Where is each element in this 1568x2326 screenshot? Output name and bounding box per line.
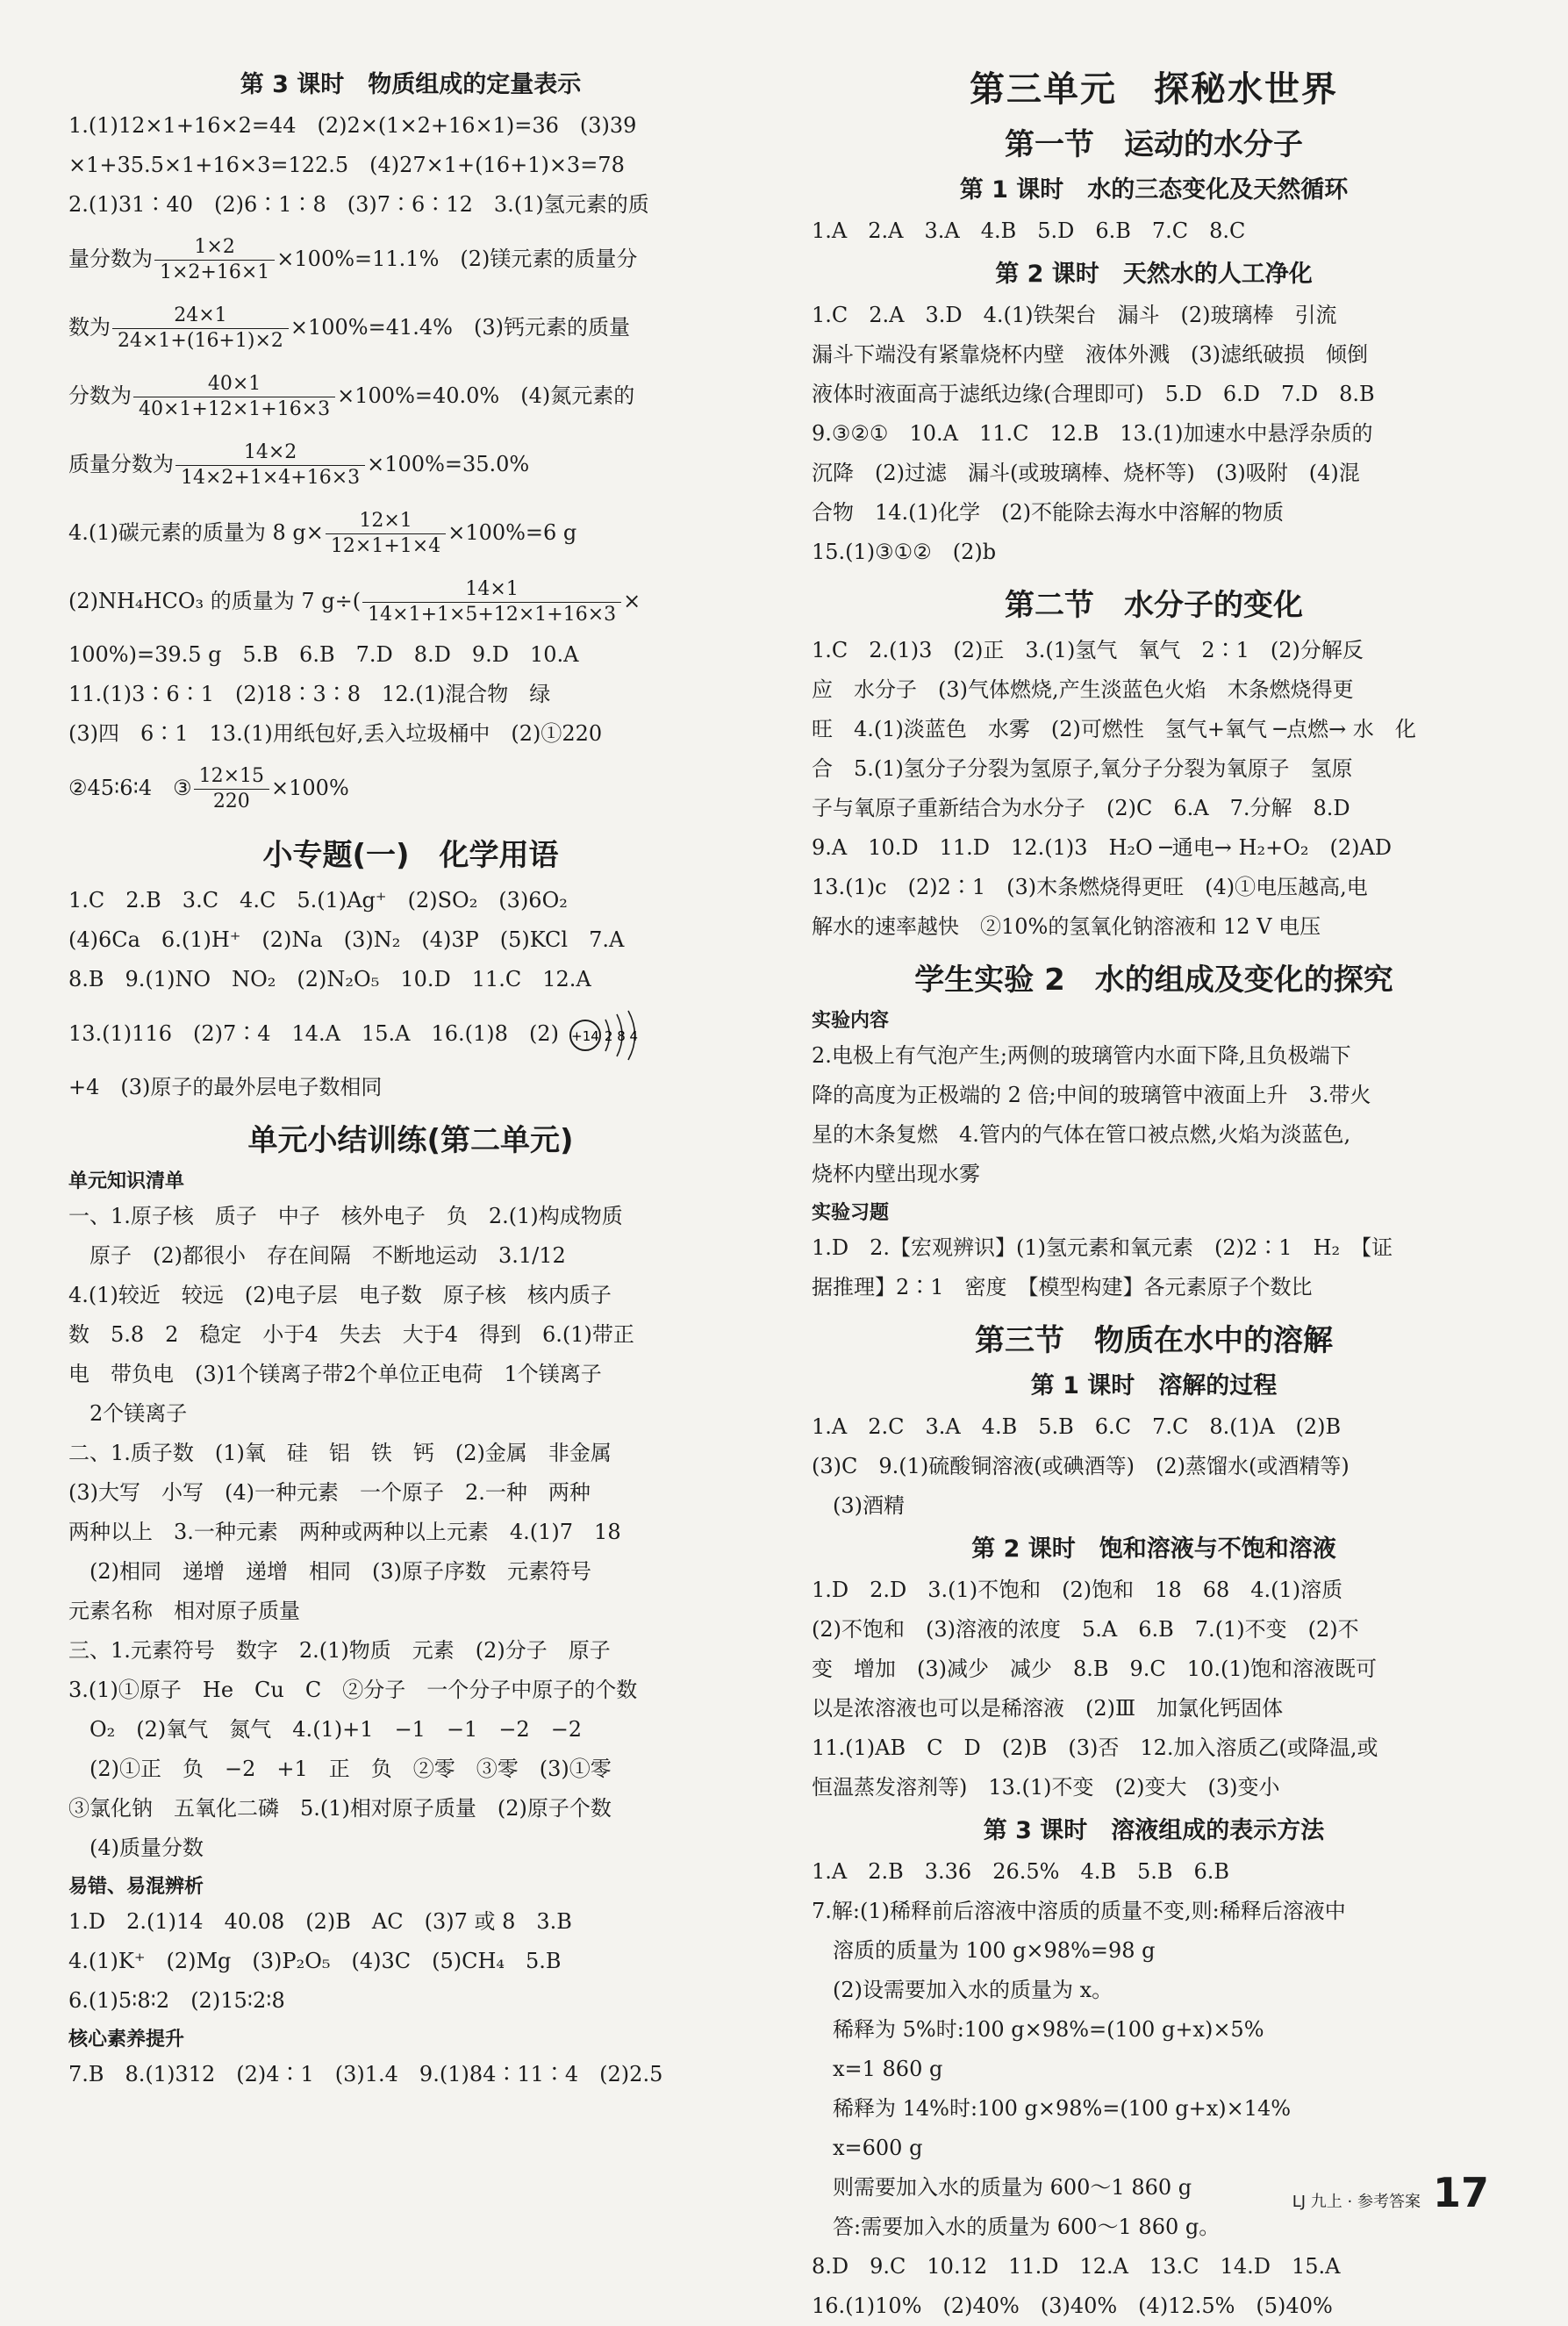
lesson-title: 第 3 课时 溶液组成的表示方法	[983, 1817, 1325, 1844]
answer-line: 应 水分子 (3)气体燃烧,产生淡蓝色火焰 木条燃烧得更	[812, 677, 1354, 702]
answer-line: 二、1.质子数 (1)氧 硅 铝 铁 钙 (2)金属 非金属	[68, 1441, 612, 1465]
answer-line: (3)C 9.(1)硫酸铜溶液(或碘酒等) (2)蒸馏水(或酒精等)	[812, 1454, 1350, 1478]
answer-line: 一、1.原子核 质子 中子 核外电子 负 2.(1)构成物质	[68, 1204, 623, 1228]
section-subhead: 实验习题	[812, 1202, 890, 1224]
answer-line: 旺 4.(1)淡蓝色 水雾 (2)可燃性 氢气+氧气 ─点燃→ 水 化	[812, 717, 1416, 741]
answer-line: 15.(1)③①② (2)b	[812, 540, 997, 564]
answer-line: 稀释为 14%时:100 g×98%=(100 g+x)×14%	[812, 2096, 1292, 2121]
numerator: 12×15	[194, 764, 269, 790]
answer-line: 合物 14.(1)化学 (2)不能除去海水中溶解的物质	[812, 500, 1285, 525]
answer-block	[812, 296, 1496, 572]
answer-line: 2.电极上有气泡产生;两侧的玻璃管内水面下降,且负极端下	[812, 1043, 1351, 1068]
answer-line: 2个镁离子	[68, 1401, 188, 1426]
answer-line: (4)质量分数	[68, 1836, 204, 1860]
answer-line: (3)大写 小写 (4)一种元素 一个原子 2.一种 两种	[68, 1480, 591, 1505]
unit-title: 第三单元 探秘水世界	[970, 69, 1338, 110]
answer-line: 星的木条复燃 4.管内的气体在管口被点燃,火焰为淡蓝色,	[812, 1122, 1351, 1147]
answer-line: 原子 (2)都很小 存在间隔 不断地运动 3.1/12	[68, 1243, 566, 1268]
answer-line: 则需要加入水的质量为 600～1 860 g	[812, 2175, 1192, 2200]
electron-counts: 2 8 4	[604, 1027, 638, 1044]
denominator: 12×1+1×4	[330, 535, 441, 557]
answer-block	[812, 1407, 1496, 1526]
answer-line: 1.D 2.(1)14 40.08 (2)B AC (3)7 或 8 3.B	[68, 1909, 572, 1934]
answer-line: 1.C 2.B 3.C 4.C 5.(1)Ag⁺ (2)SO₂ (3)6O₂	[68, 888, 568, 913]
section-title: 第三节 物质在水中的溶解	[975, 1323, 1333, 1358]
answer-line: 8.B 9.(1)NO NO₂ (2)N₂O₅ 10.D 11.C 12.A	[68, 967, 591, 991]
lesson-title: 第 1 课时 水的三态变化及天然循环	[959, 176, 1349, 204]
answer-block	[812, 1036, 1496, 1194]
footer-label: LJ 九上 · 参考答案	[1292, 2193, 1421, 2211]
answer-line: 9.A 10.D 11.D 12.(1)3 H₂O ─通电→ H₂+O₂ (2)AD	[812, 835, 1393, 860]
answer-line: 两种以上 3.一种元素 两种或两种以上元素 4.(1)7 18	[68, 1520, 621, 1544]
fraction	[154, 235, 275, 285]
formula-line	[68, 361, 753, 430]
formula-suffix: ×100%=40.0% (4)氮元素的	[337, 383, 635, 408]
formula-prefix: 量分数为	[68, 247, 153, 271]
formula-prefix: 4.(1)碳元素的质量为 8 g×	[68, 520, 324, 545]
answer-line: 降的高度为正极端的 2 倍;中间的玻璃管中液面上升 3.带火	[812, 1083, 1371, 1107]
answer-line: O₂ (2)氧气 氮气 4.(1)+1 −1 −1 −2 −2	[68, 1717, 583, 1742]
formula-line	[68, 567, 753, 635]
answer-line: 据推理】2∶1 密度 【模型构建】各元素原子个数比	[812, 1275, 1313, 1299]
answer-line: 9.③②① 10.A 11.C 12.B 13.(1)加速水中悬浮杂质的	[812, 421, 1373, 446]
formula-line	[68, 754, 753, 822]
answer-line: x=1 860 g	[812, 2057, 943, 2081]
summary-block-2	[68, 1902, 753, 2021]
answer-line: 11.(1)3∶6∶1 (2)18∶3∶8 12.(1)混合物 绿	[68, 682, 551, 706]
answer-line: 以是浓溶液也可以是稀溶液 (2)Ⅲ 加氯化钙固体	[812, 1696, 1284, 1721]
answer-text: 13.(1)116 (2)7∶4 14.A 15.A 16.(1)8 (2)	[68, 1021, 559, 1046]
numerator: 14×1	[362, 577, 621, 603]
answer-line: (4)6Ca 6.(1)H⁺ (2)Na (3)N₂ (4)3P (5)KCl 7.A	[68, 927, 625, 952]
formula-prefix: 分数为	[68, 383, 132, 408]
answer-line: (2)①正 负 −2 +1 正 负 ②零 ③零 (3)①零	[68, 1757, 612, 1781]
answer-line: 1.A 2.C 3.A 4.B 5.B 6.C 7.C 8.(1)A (2)B	[812, 1414, 1342, 1439]
section-subhead: 实验内容	[812, 1010, 890, 1032]
formula-line	[68, 498, 753, 567]
answer-line: 13.(1)c (2)2∶1 (3)木条燃烧得更旺 (4)①电压越高,电	[812, 875, 1368, 899]
answer-line: ③氯化钠 五氧化二磷 5.(1)相对原子质量 (2)原子个数	[68, 1796, 612, 1821]
formula-suffix: ×100%=11.1% (2)镁元素的质量分	[276, 247, 638, 271]
left-column	[68, 61, 753, 2094]
answer-line: 4.(1)较近 较远 (2)电子层 电子数 原子核 核内质子	[68, 1283, 612, 1307]
formula-line	[68, 225, 753, 293]
answer-line: 电 带负电 (3)1个镁离子带2个单位正电荷 1个镁离子	[68, 1362, 602, 1386]
section-title: 第二节 水分子的变化	[1005, 588, 1303, 623]
answer-line: 稀释为 5%时:100 g×98%=(100 g+x)×5%	[812, 2017, 1264, 2042]
fraction	[133, 372, 335, 422]
formula-line	[68, 293, 753, 361]
denominator: 14×1+1×5+12×1+16×3	[368, 604, 617, 626]
answer-line: 子与氧原子重新结合为水分子 (2)C 6.A 7.分解 8.D	[812, 796, 1350, 820]
answer-line: 8.D 9.C 10.12 11.D 12.A 13.C 14.D 15.A	[812, 2254, 1341, 2279]
answer-line: 沉降 (2)过滤 漏斗(或玻璃棒、烧杯等) (3)吸附 (4)混	[812, 461, 1360, 485]
answer-line: 3.(1)①原子 He Cu C ②分子 一个分子中原子的个数	[68, 1678, 638, 1702]
answer-line: 7.解:(1)稀释前后溶液中溶质的质量不变,则:稀释后溶液中	[812, 1899, 1346, 1923]
lesson3-title: 第 3 课时 物质组成的定量表示	[240, 71, 582, 98]
numerator: 40×1	[133, 372, 335, 397]
section-subhead: 单元知识清单	[68, 1170, 185, 1192]
formula-suffix: ×100%=41.4% (3)钙元素的质量	[290, 315, 630, 340]
section-title: 第一节 运动的水分子	[1005, 127, 1303, 162]
answer-line: ×1+35.5×1+16×3=122.5 (4)27×1+(16+1)×3=78	[68, 153, 625, 177]
answer-line-with-atom	[68, 999, 753, 1068]
right-column	[812, 61, 1496, 2326]
fraction	[112, 304, 289, 354]
answer-block	[812, 1852, 1496, 2326]
answer-line: 液体时液面高于滤纸边缘(合理即可) 5.D 6.D 7.D 8.B	[812, 382, 1375, 406]
lesson-title: 第 2 课时 天然水的人工净化	[995, 261, 1313, 288]
formula-prefix: 数为	[68, 315, 111, 340]
formula-line	[68, 430, 753, 498]
denominator: 1×2+16×1	[160, 261, 270, 283]
answer-line: 1.(1)12×1+16×2=44 (2)2×(1×2+16×1)=36 (3)39	[68, 113, 637, 138]
answer-line: x=600 g	[812, 2136, 923, 2160]
answer-line: 烧杯内壁出现水雾	[812, 1162, 980, 1186]
answer-line: 解水的速率越快 ②10%的氢氧化钠溶液和 12 V 电压	[812, 914, 1321, 939]
fraction	[326, 509, 446, 559]
answer-line: +4 (3)原子的最外层电子数相同	[68, 1075, 383, 1099]
denominator: 40×1+12×1+16×3	[139, 398, 331, 420]
fraction	[194, 764, 269, 814]
formula-suffix: ×	[623, 589, 641, 613]
summary-block-1	[68, 1197, 753, 1868]
nucleus-charge: +14	[570, 1027, 599, 1044]
page-number: 17	[1432, 2169, 1489, 2216]
answer-line: 变 增加 (3)减少 减少 8.B 9.C 10.(1)饱和溶液既可	[812, 1657, 1377, 1681]
answer-block	[812, 211, 1496, 251]
answer-line: 1.D 2.D 3.(1)不饱和 (2)饱和 18 68 4.(1)溶质	[812, 1578, 1343, 1602]
answer-line: 数 5.8 2 稳定 小于4 失去 大于4 得到 6.(1)带正	[68, 1322, 634, 1347]
answer-line: 2.(1)31∶40 (2)6∶1∶8 (3)7∶6∶12 3.(1)氢元素的质	[68, 192, 649, 217]
fraction	[175, 440, 365, 490]
answer-line: 1.C 2.A 3.D 4.(1)铁架台 漏斗 (2)玻璃棒 引流	[812, 303, 1337, 327]
numerator: 12×1	[326, 509, 446, 534]
answer-line: 溶质的质量为 100 g×98%=98 g	[812, 1938, 1156, 1963]
answer-block	[812, 1228, 1496, 1307]
answer-line: 漏斗下端没有紧靠烧杯内壁 液体外溅 (3)滤纸破损 倾倒	[812, 342, 1368, 367]
denominator: 14×2+1×4+16×3	[181, 467, 361, 489]
summary-title: 单元小结训练(第二单元)	[247, 1123, 574, 1158]
answer-line: (2)设需要加入水的质量为 x。	[812, 1978, 1113, 2002]
denominator: 220	[212, 791, 250, 812]
answer-line: (2)相同 递增 递增 相同 (3)原子序数 元素符号	[68, 1559, 591, 1584]
answer-line: 三、1.元素符号 数字 2.(1)物质 元素 (2)分子 原子	[68, 1638, 611, 1663]
answer-line: 11.(1)AB C D (2)B (3)否 12.加入溶质乙(或降温,或	[812, 1736, 1378, 1760]
numerator: 24×1	[112, 304, 289, 329]
numerator: 1×2	[154, 235, 275, 261]
answer-line: 元素名称 相对原子质量	[68, 1599, 300, 1623]
lesson-title: 第 2 课时 饱和溶液与不饱和溶液	[971, 1535, 1336, 1563]
formula-suffix: ×100%=35.0%	[367, 452, 530, 476]
formula-prefix: (2)NH₄HCO₃ 的质量为 7 g÷(	[68, 589, 362, 613]
formula-suffix: ×100%	[271, 776, 349, 800]
answer-line: 16.(1)10% (2)40% (3)40% (4)12.5% (5)40%	[812, 2294, 1333, 2318]
answer-line: (3)酒精	[812, 1493, 905, 1518]
section-subhead: 核心素养提升	[68, 2029, 185, 2050]
answer-line: 答:需要加入水的质量为 600～1 860 g。	[812, 2215, 1221, 2239]
denominator: 24×1+(16+1)×2	[118, 330, 283, 352]
answer-line: 7.B 8.(1)312 (2)4∶1 (3)1.4 9.(1)84∶11∶4 (2)2.5	[68, 2062, 663, 2086]
answer-block	[812, 631, 1496, 947]
lesson-title: 第 1 课时 溶解的过程	[1030, 1372, 1278, 1399]
numerator: 14×2	[175, 440, 365, 466]
fraction	[362, 577, 621, 627]
topic1-title: 小专题(一) 化学用语	[262, 838, 559, 873]
summary-block-3	[68, 2055, 753, 2094]
answer-line: 1.A 2.A 3.A 4.B 5.D 6.B 7.C 8.C	[812, 218, 1246, 243]
answer-line: 恒温蒸发溶剂等) 13.(1)不变 (2)变大 (3)变小	[812, 1775, 1280, 1800]
answer-block	[812, 1571, 1496, 1807]
section-subhead: 易错、易混辨析	[68, 1876, 204, 1898]
formula-suffix: ×100%=6 g	[447, 520, 577, 545]
answer-line: 1.C 2.(1)3 (2)正 3.(1)氢气 氧气 2∶1 (2)分解反	[812, 638, 1364, 662]
answer-line: 1.A 2.B 3.36 26.5% 4.B 5.B 6.B	[812, 1859, 1230, 1884]
answer-line: 100%)=39.5 g 5.B 6.B 7.D 8.D 9.D 10.A	[68, 642, 579, 667]
answer-line: 6.(1)5∶8∶2 (2)15∶2∶8	[68, 1988, 285, 2013]
answer-line: 1.D 2.【宏观辨识】(1)氢元素和氧元素 (2)2∶1 H₂ 【证	[812, 1235, 1393, 1260]
page-footer	[1292, 2169, 1489, 2216]
answer-line: (3)四 6∶1 13.(1)用纸包好,丢入垃圾桶中 (2)①220	[68, 721, 603, 746]
answer-line: 4.(1)K⁺ (2)Mg (3)P₂O₅ (4)3C (5)CH₄ 5.B	[68, 1949, 562, 1973]
atom-structure-diagram	[566, 1009, 645, 1062]
answer-line: 合 5.(1)氢分子分裂为氢原子,氧分子分裂为氧原子 氢原	[812, 756, 1353, 781]
experiment-title: 学生实验 2 水的组成及变化的探究	[914, 963, 1393, 998]
formula-prefix: 质量分数为	[68, 452, 174, 476]
formula-prefix: ②45∶6∶4 ③	[68, 776, 192, 800]
answer-line: (2)不饱和 (3)溶液的浓度 5.A 6.B 7.(1)不变 (2)不	[812, 1617, 1359, 1642]
